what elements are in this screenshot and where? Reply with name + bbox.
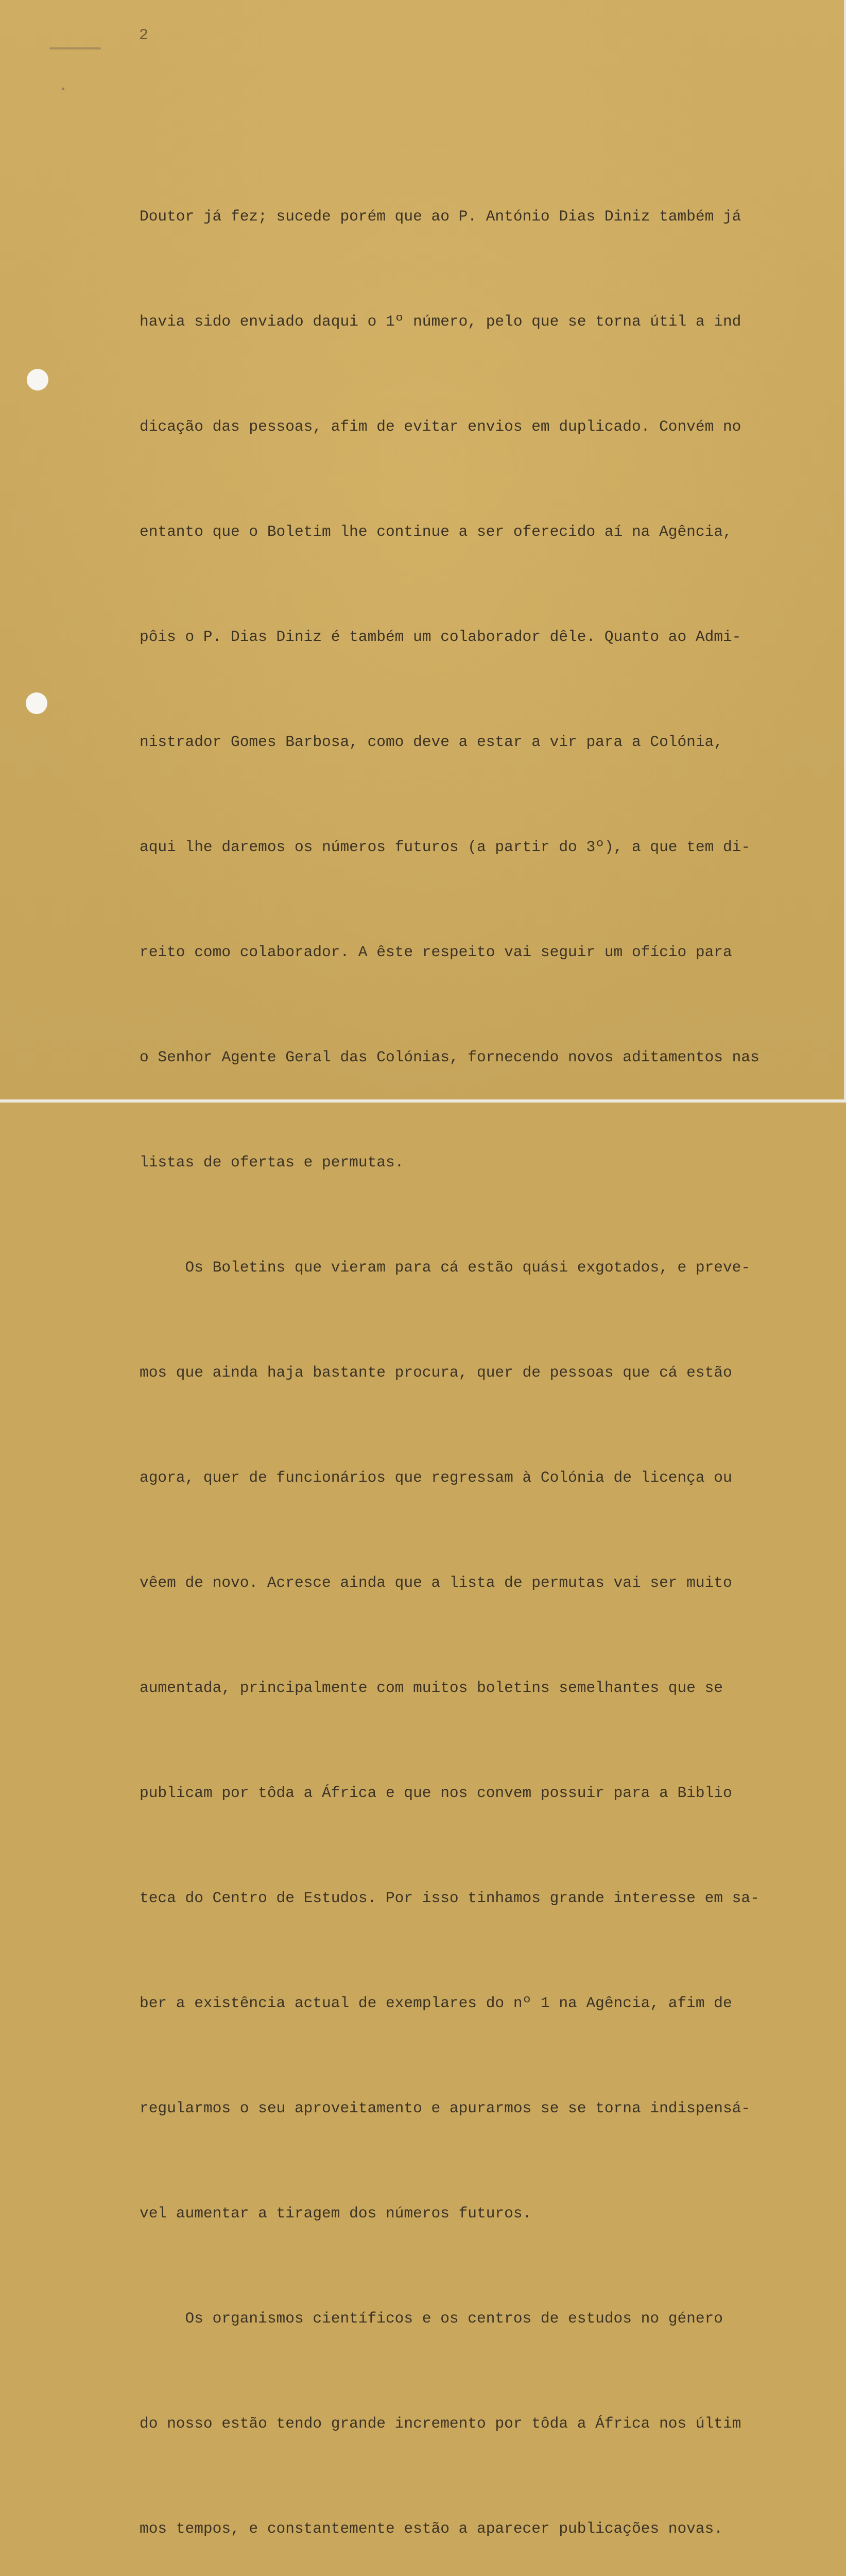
text-line: mos que ainda haja bastante procura, quer de pessoas que cá estão xyxy=(140,1364,732,1381)
page-edge xyxy=(844,0,846,1103)
text-line: aumentada, principalmente com muitos boletins semelhantes que se xyxy=(140,1679,723,1697)
text-line: regularmos o seu aproveitamento e apurarmos se se torna indispensá- xyxy=(140,2099,751,2117)
text-line: vêem de novo. Acresce ainda que a lista de permutas vai ser muito xyxy=(140,1574,732,1591)
text-line: ber a existência actual de exemplares do nº 1 na Agência, afim de xyxy=(140,1994,732,2012)
text-line: reito como colaborador. A êste respeito vai seguir um ofício para xyxy=(140,943,732,961)
text-line: entanto que o Boletim lhe continue a ser oferecido aí na Agência, xyxy=(140,523,732,540)
text-line: havia sido enviado daqui o 1º número, pelo que se torna útil a ind xyxy=(140,313,741,330)
punch-hole-icon xyxy=(26,692,47,714)
text-line: pôis o P. Dias Diniz é também um colaborador dêle. Quanto ao Admi- xyxy=(140,628,741,646)
text-line: Doutor já fez; sucede porém que ao P. António Dias Diniz também já xyxy=(140,208,741,225)
ink-dot xyxy=(62,88,64,90)
text-line: publicam por tôda a África e que nos convem possuir para a Biblio xyxy=(140,1784,732,1802)
text-line: listas de ofertas e permutas. xyxy=(140,1154,404,1171)
text-line: aqui lhe daremos os números futuros (a partir do 3º), a que tem di- xyxy=(140,838,751,856)
page-number: 2 xyxy=(139,27,149,44)
text-line: Os Boletins que vieram para cá estão quási exgotados, e preve- xyxy=(140,1259,751,1276)
text-line: vel aumentar a tiragem dos números futuros. xyxy=(140,2205,532,2222)
text-line: agora, quer de funcionários que regressam à Colónia de licença ou xyxy=(140,1469,732,1486)
letter-body xyxy=(140,129,832,2576)
text-line: mos tempos, e constantemente estão a aparecer publicações novas. xyxy=(140,2520,723,2537)
punch-hole-icon xyxy=(27,369,48,391)
text-line: Os organismos científicos e os centros de estudos no género xyxy=(140,2310,723,2327)
text-line: nistrador Gomes Barbosa, como deve a estar a vir para a Colónia, xyxy=(140,733,723,751)
text-line: teca do Centro de Estudos. Por isso tinhamos grande interesse em sa- xyxy=(140,1889,759,1907)
text-line: dicação das pessoas, afim de evitar envios em duplicado. Convém no xyxy=(140,418,741,435)
text-line: o Senhor Agente Geral das Colónias, fornecendo novos aditamentos nas xyxy=(140,1048,759,1066)
text-line: do nosso estão tendo grande incremento por tôda a África nos últim xyxy=(140,2415,741,2432)
smudge-mark xyxy=(49,47,101,49)
